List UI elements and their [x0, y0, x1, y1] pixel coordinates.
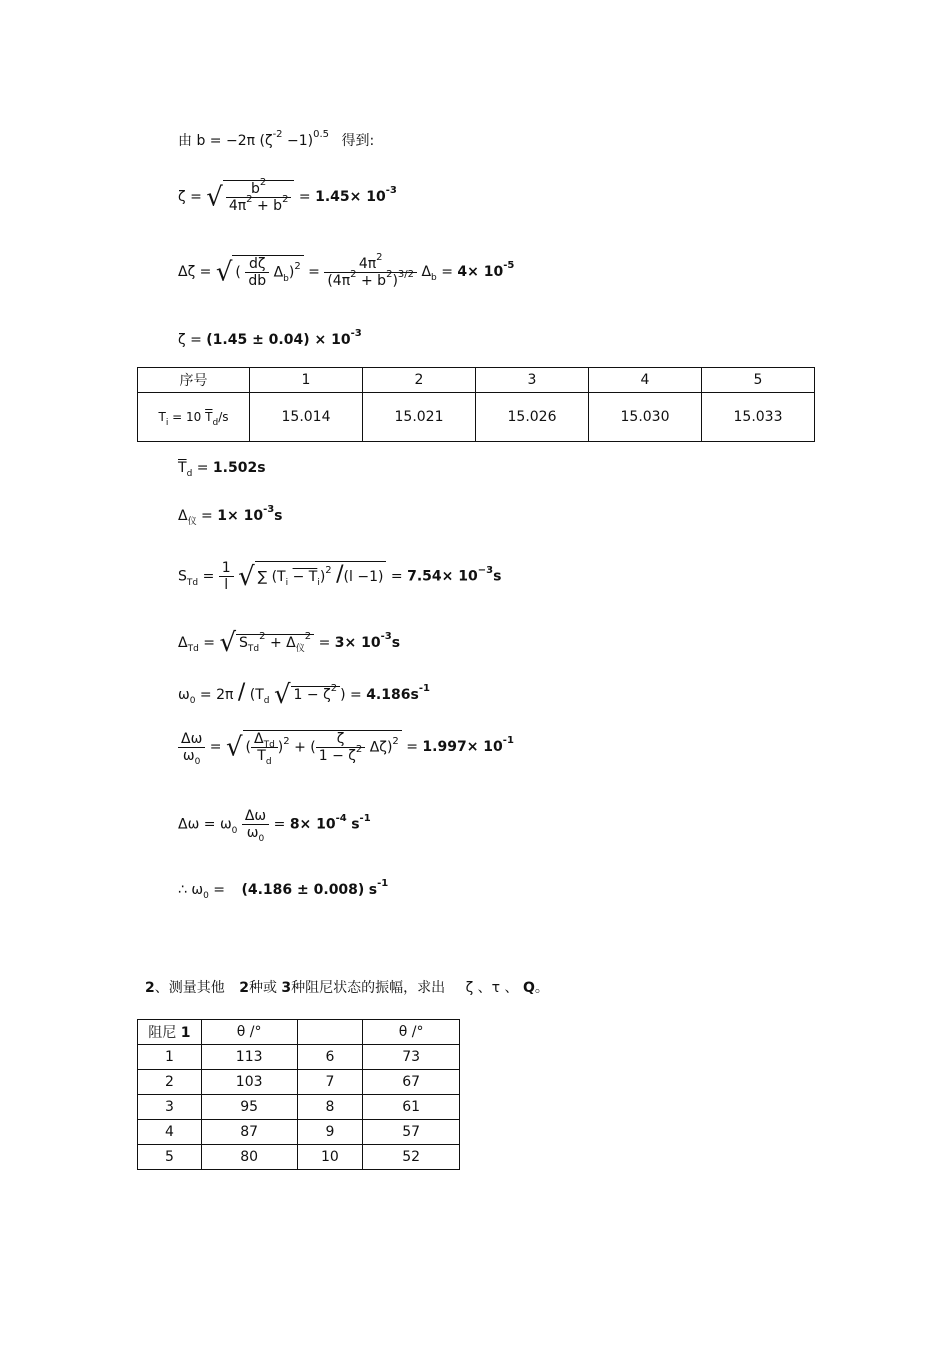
eq11-lhs: Δω — [178, 816, 200, 833]
eq9-result: 4.186s — [366, 687, 419, 703]
equation-omega0: $\omega_0 = 2\pi / (T_d$ √ $1 - \zeta^2$ ) = $4.186s^{-1}$ — [178, 680, 430, 710]
table-header-cell: 阻尼 1 — [138, 1020, 202, 1045]
eq7-sqrt: √ ∑ $(T_i - T_i)^2$ /(l −1) — [238, 561, 386, 592]
eq3-fraction: $\frac{4\pi^2}{(4\pi^2 + b^2)^{3/2}}$ — [324, 256, 417, 289]
eq3-result: 4× 10 — [457, 264, 504, 280]
eq1-formula: b = −2π (ζ — [196, 133, 273, 149]
table-header-cell: θ /° — [363, 1020, 460, 1045]
eq4-result-exp: -3 — [350, 328, 362, 339]
table-header-cell — [297, 1020, 363, 1045]
eq2-lhs: ζ = — [178, 189, 202, 205]
equation-zeta-value — [178, 177, 397, 214]
table-cell: 15.014 — [250, 393, 363, 442]
table-row: 1 113 6 73 — [138, 1045, 460, 1070]
row-label-cell: $T_i = 10$ $\overline{T}_d/s$ — [138, 393, 250, 442]
eq12-lhs: ∴ ω — [178, 882, 204, 898]
eq1-formula-tail: −1) — [287, 133, 314, 149]
table-cell: 15.026 — [476, 393, 589, 442]
table-header-cell: 1 — [250, 368, 363, 393]
period-table-header — [138, 368, 815, 393]
equation-std-td: $S_{Td}$ = $\frac{1}{l}$ √ ∑ $(T_i - T_i)^2$ $/(l -1) = 7.54\times 10^{-3}s$ — [178, 560, 502, 593]
table-row — [138, 393, 815, 442]
equation-td-mean: $\overline{T}_d = 1.502s$ — [178, 460, 266, 479]
eq6-lhs: Δ — [178, 508, 188, 524]
equation-b-zeta — [178, 130, 374, 150]
eq3-result-exp: -5 — [503, 260, 515, 271]
table-header-cell: 序号 — [138, 368, 250, 393]
equation-delta-td: $\Delta_{Td}$ = √ $S_{Td}^2 + \Delta_仪^2 = 3\times 10^{-3}s$ — [178, 628, 401, 658]
eq7-lhs: S — [178, 568, 187, 585]
eq7-result: 7.54× 10 — [407, 568, 478, 585]
eq12-result: (4.186 ± 0.008) — [241, 882, 365, 898]
damping-amplitude-table — [137, 1019, 460, 1170]
equation-delta-zeta: Δζ = √ ( $\frac{d\zeta}{db}$ $\Delta_b)^2$ = $\frac{4\pi^2}{(4\pi^2 + b^2)^{3/2}}$ $\Delta_b = 4\times 10^{-5}$ — [178, 251, 515, 289]
eq3-sqrt: √ ( $\frac{d\zeta}{db}$ $\Delta_b)^2$ — [216, 255, 304, 289]
eq3-lhs: Δζ = — [178, 264, 212, 280]
table-cell: 15.030 — [589, 393, 702, 442]
section-2-heading: 2、测量其他 2种或 3种阻尼状态的振幅，求出 ζ 、τ 、 Q。 — [145, 980, 549, 996]
table-row: 3 95 8 61 — [138, 1095, 460, 1120]
eq9-lhs: ω — [178, 687, 190, 703]
equation-delta-instrument: $\Delta_仪 = 1\times 10^{-3}s$ — [178, 504, 283, 527]
eq5-lhs: $\overline{T}$ — [178, 460, 187, 476]
table-row: 4 87 9 57 — [138, 1120, 460, 1145]
eq6-result: 1× 10 — [217, 508, 264, 524]
eq3-equals: = — [308, 264, 320, 280]
eq5-result: 1.502s — [212, 460, 266, 476]
eq2-result-exp: -3 — [385, 185, 397, 196]
table-header-cell: θ /° — [201, 1020, 297, 1045]
period-table — [137, 367, 815, 442]
eq2-equals: = — [298, 189, 311, 205]
eq1-suffix: 得到: — [341, 133, 375, 149]
eq8-result: 3× 10 — [334, 635, 381, 651]
table-header-cell: 3 — [476, 368, 589, 393]
equation-omega0-final: ∴ $\omega_0 = (4.186 \pm 0.008)$ $s^{-1}$ — [178, 878, 389, 901]
eq4-result: (1.45 ± 0.04) × 10 — [206, 332, 351, 348]
table-header-cell: 4 — [589, 368, 702, 393]
equation-zeta-final — [178, 328, 362, 348]
table-cell: 15.033 — [702, 393, 815, 442]
table-header-cell: 5 — [702, 368, 815, 393]
eq2-result: 1.45× 10 — [315, 189, 386, 205]
table-row: 5 80 10 52 — [138, 1145, 460, 1170]
eq2-fraction: $\frac{b^2}{4\pi^2 + b^2}$ — [226, 181, 292, 214]
eq8-lhs: Δ — [178, 635, 188, 651]
eq1-exp-a: -2 — [272, 129, 283, 140]
damping-table-header — [138, 1020, 460, 1045]
equation-omega-relative-error: $\frac{\Delta\omega}{\omega_0}$ = √( $\frac{\Delta_{Td}}{T_d}$ )$^2$ + ( $\frac{\zeta}{1 - \zeta^2}$ $\Delta\zeta)^2 = 1.997\times 10^{-1}$ — [178, 730, 514, 764]
table-cell: 15.021 — [363, 393, 476, 442]
table-header-cell: 2 — [363, 368, 476, 393]
eq2-sqrt: √ $\frac{b^2}{4\pi^2 + b^2}$ — [206, 180, 294, 214]
table-row: 2 103 7 67 — [138, 1070, 460, 1095]
eq4-lhs: ζ = — [178, 332, 202, 348]
eq10-result: 1.997× 10 — [422, 739, 503, 755]
eq1-prefix: 由 — [178, 133, 192, 149]
eq11-result: 8× 10 — [289, 816, 336, 833]
equation-delta-omega: $\Delta\omega = \omega_0$ $\frac{\Delta\omega}{\omega_0}$ = $8\times 10^{-4}$ $s^{-1}$ — [178, 808, 371, 844]
eq1-exp-b: 0.5 — [313, 129, 330, 140]
